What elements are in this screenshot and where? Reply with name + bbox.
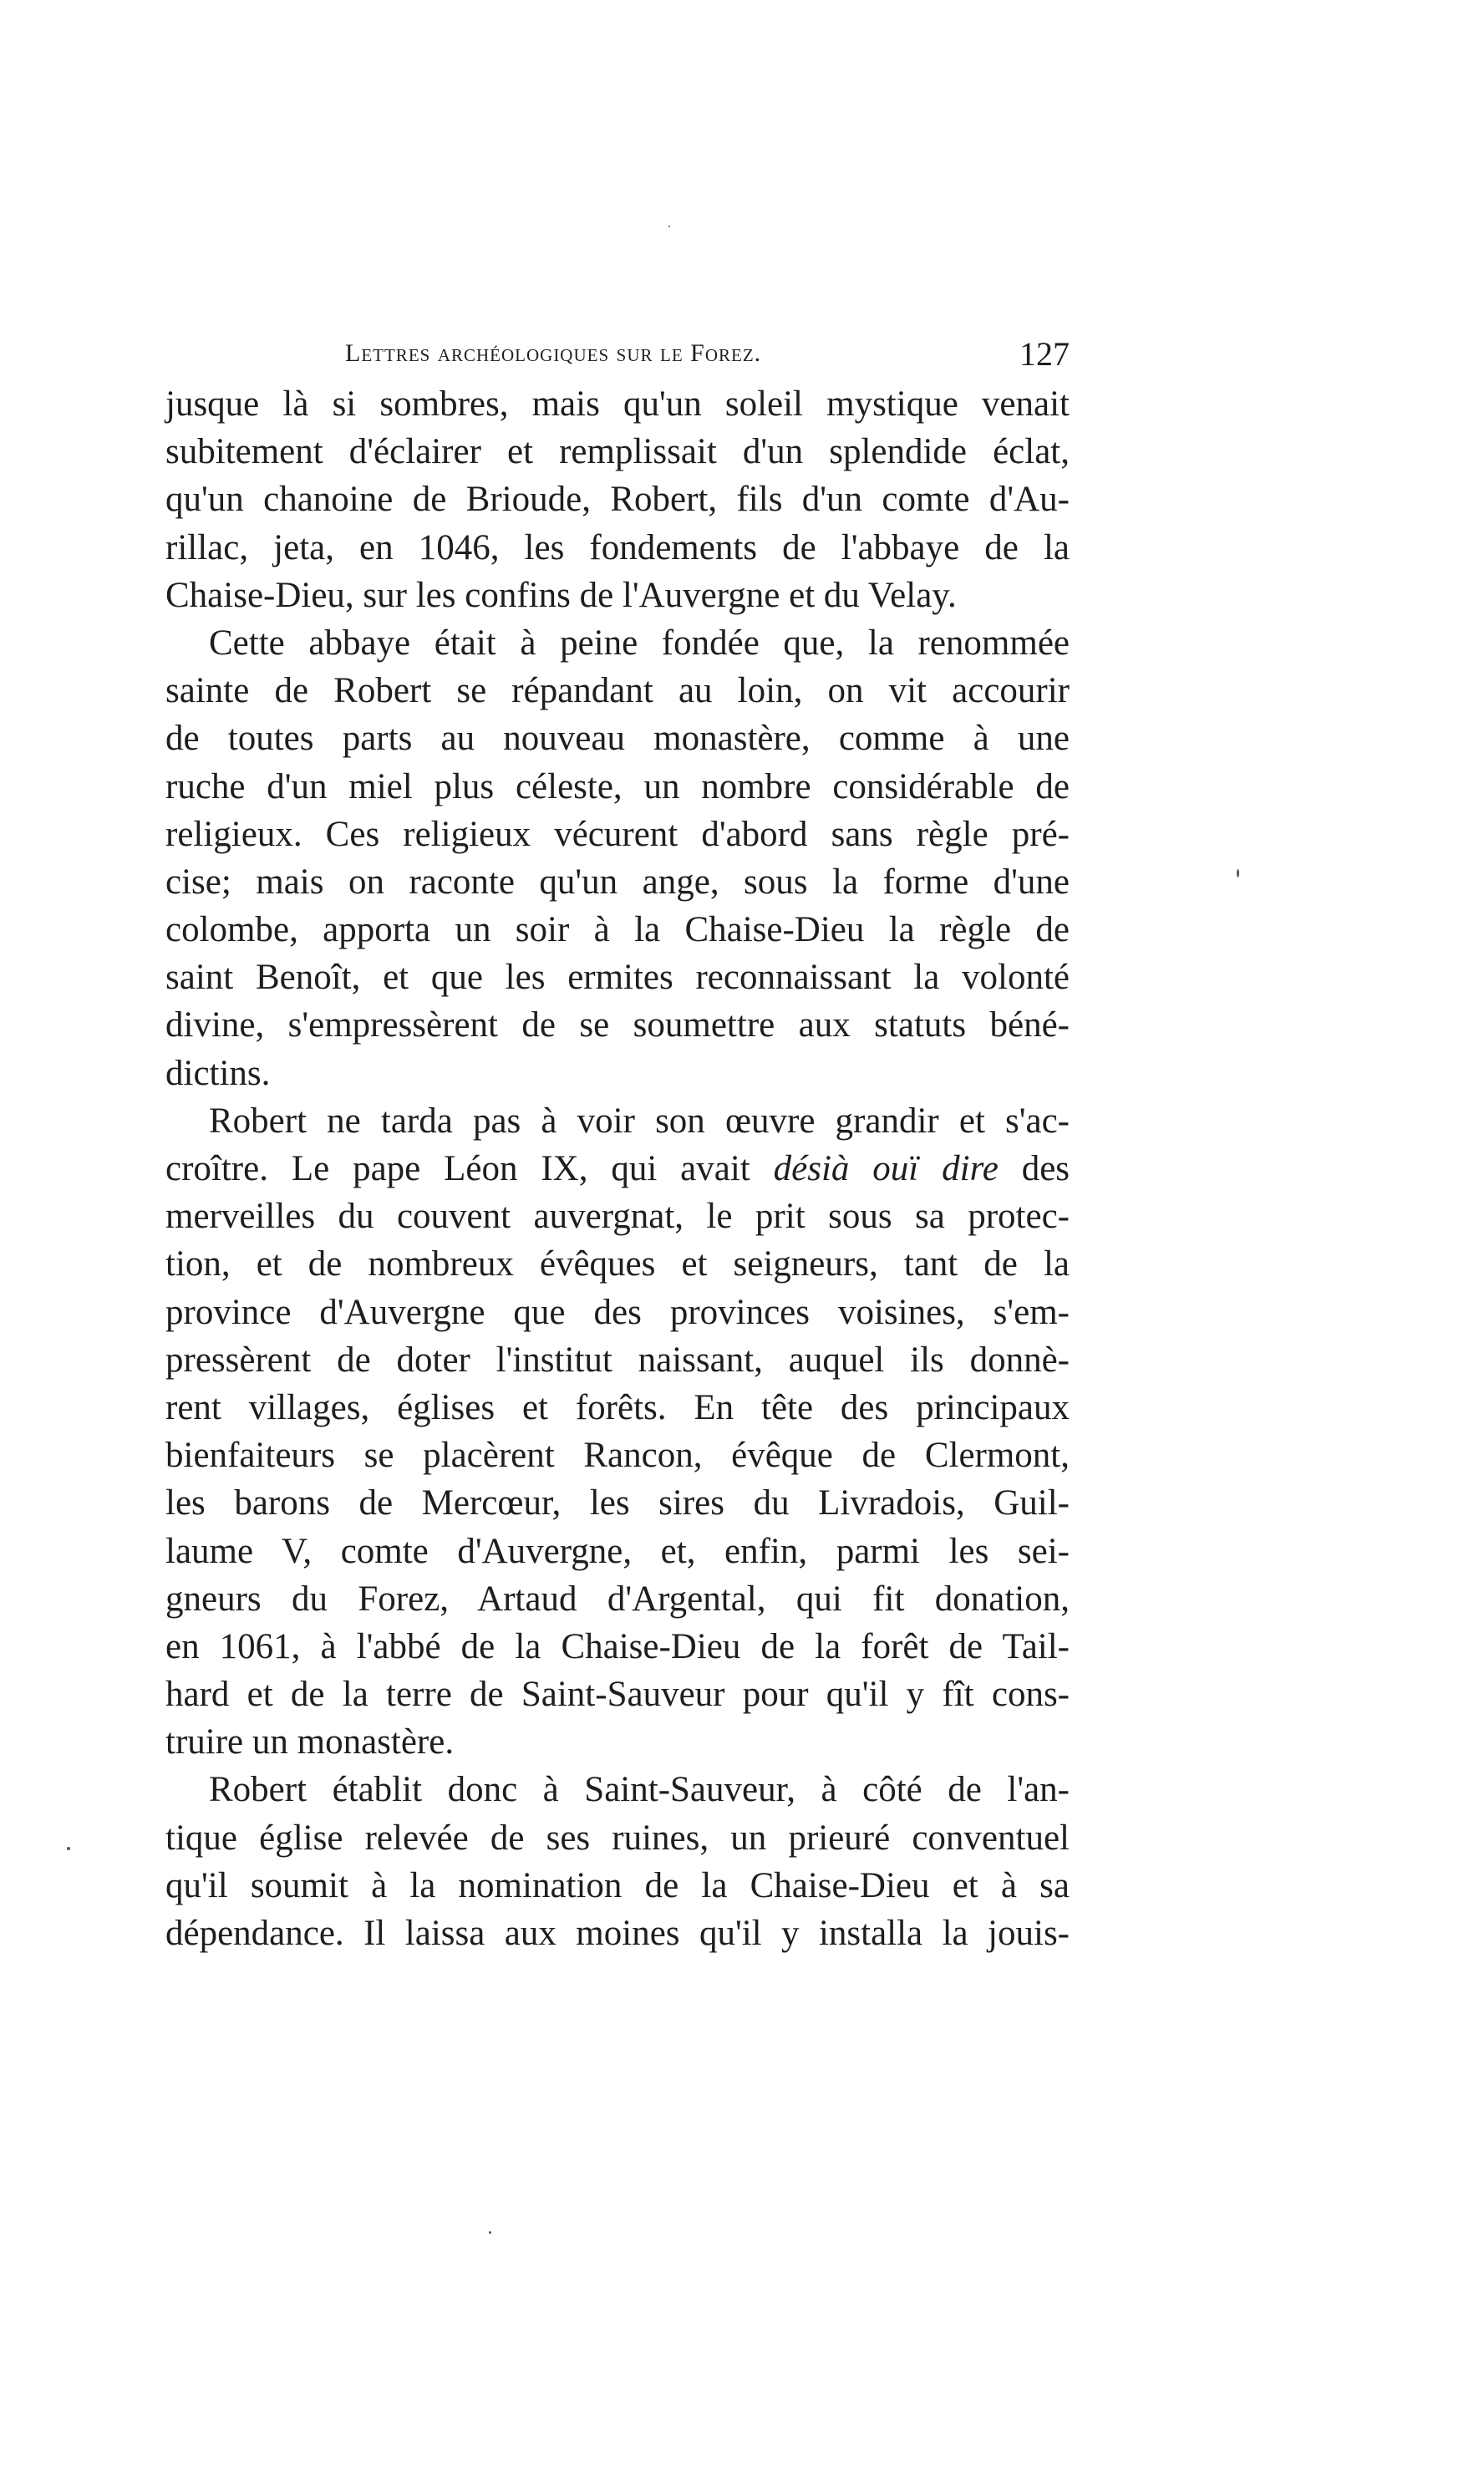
running-header: [165, 334, 1070, 376]
scan-speck: [668, 226, 670, 227]
scan-speck: [67, 1847, 70, 1850]
text-line: de toutes parts au nouveau monastère, comme à une: [165, 719, 1070, 759]
text-line: truire un monastère.: [165, 1722, 455, 1762]
text-line: Cette abbaye était à peine fondée que, la renommée: [209, 623, 1070, 663]
text-line: ruche d'un miel plus céleste, un nombre considérable de: [165, 766, 1070, 806]
text-line: laume V, comte d'Auvergne, et, enfin, parmi les sei-: [165, 1531, 1070, 1571]
text-line: sainte de Robert se répandant au loin, on vit accourir: [165, 671, 1070, 711]
text-line: gneurs du Forez, Artaud d'Argental, qui fit donation,: [165, 1579, 1070, 1619]
text-line: pressèrent de doter l'institut naissant, auquel ils donnè-: [165, 1340, 1070, 1380]
text-segment: croître. Le pape Léon IX, qui avait: [165, 1149, 750, 1188]
text-line: Chaise-Dieu, sur les confins de l'Auvergne et du Velay.: [165, 575, 957, 615]
text-line: tique église relevée de ses ruines, un prieuré conventuel: [165, 1818, 1070, 1858]
text-line: cise; mais on raconte qu'un ange, sous la forme d'une: [165, 862, 1070, 902]
body-text: [165, 380, 1070, 1957]
text-line: qu'il soumit à la nomination de la Chaise-Dieu et à sa: [165, 1865, 1070, 1905]
text-line: religieux. Ces religieux vécurent d'abord sans règle pré-: [165, 814, 1070, 854]
text-line: les barons de Mercœur, les sires du Livradois, Guil-: [165, 1483, 1070, 1523]
text-line: merveilles du couvent auvergnat, le prit sous sa protec-: [165, 1197, 1070, 1237]
text-line: Robert ne tarda pas à voir son œuvre grandir et s'ac-: [209, 1101, 1070, 1141]
text-line: tion, et de nombreux évêques et seigneurs, tant de la: [165, 1244, 1070, 1284]
text-line-mixed: [165, 1145, 1070, 1193]
scan-speck: [489, 2231, 491, 2234]
text-line: saint Benoît, et que les ermites reconnaissant la volonté: [165, 958, 1070, 998]
text-line: dictins.: [165, 1053, 271, 1093]
page-number: 127: [1019, 335, 1070, 373]
running-title: Lettres archéologiques sur le Forez.: [345, 339, 762, 367]
text-line: subitement d'éclairer et remplissait d'un splendide éclat,: [165, 432, 1070, 472]
text-line: dépendance. Il laissa aux moines qu'il y installa la jouis-: [165, 1914, 1070, 1953]
text-line: Robert établit donc à Saint-Sauveur, à côté de l'an-: [209, 1770, 1070, 1810]
text-line: hard et de la terre de Saint-Sauveur pour qu'il y fît cons-: [165, 1675, 1070, 1715]
text-line: bienfaiteurs se placèrent Rancon, évêque de Clermont,: [165, 1436, 1070, 1476]
text-line: colombe, apporta un soir à la Chaise-Dieu la règle de: [165, 910, 1070, 950]
text-line: divine, s'empressèrent de se soumettre aux statuts béné-: [165, 1005, 1070, 1045]
text-line: en 1061, à l'abbé de la Chaise-Dieu de la forêt de Tail-: [165, 1626, 1070, 1666]
text-line: rillac, jeta, en 1046, les fondements de l'abbaye de la: [165, 527, 1070, 567]
text-line: rent villages, églises et forêts. En tête des principaux: [165, 1387, 1070, 1427]
italic-phrase: désià ouï dire: [773, 1149, 999, 1188]
text-line: qu'un chanoine de Brioude, Robert, fils d'un comte d'Au-: [165, 480, 1070, 520]
text-line: province d'Auvergne que des provinces voisines, s'em-: [165, 1292, 1070, 1332]
scan-speck: [1237, 869, 1239, 877]
text-line: jusque là si sombres, mais qu'un soleil mystique venait: [165, 384, 1070, 424]
text-segment: des: [1021, 1149, 1070, 1188]
